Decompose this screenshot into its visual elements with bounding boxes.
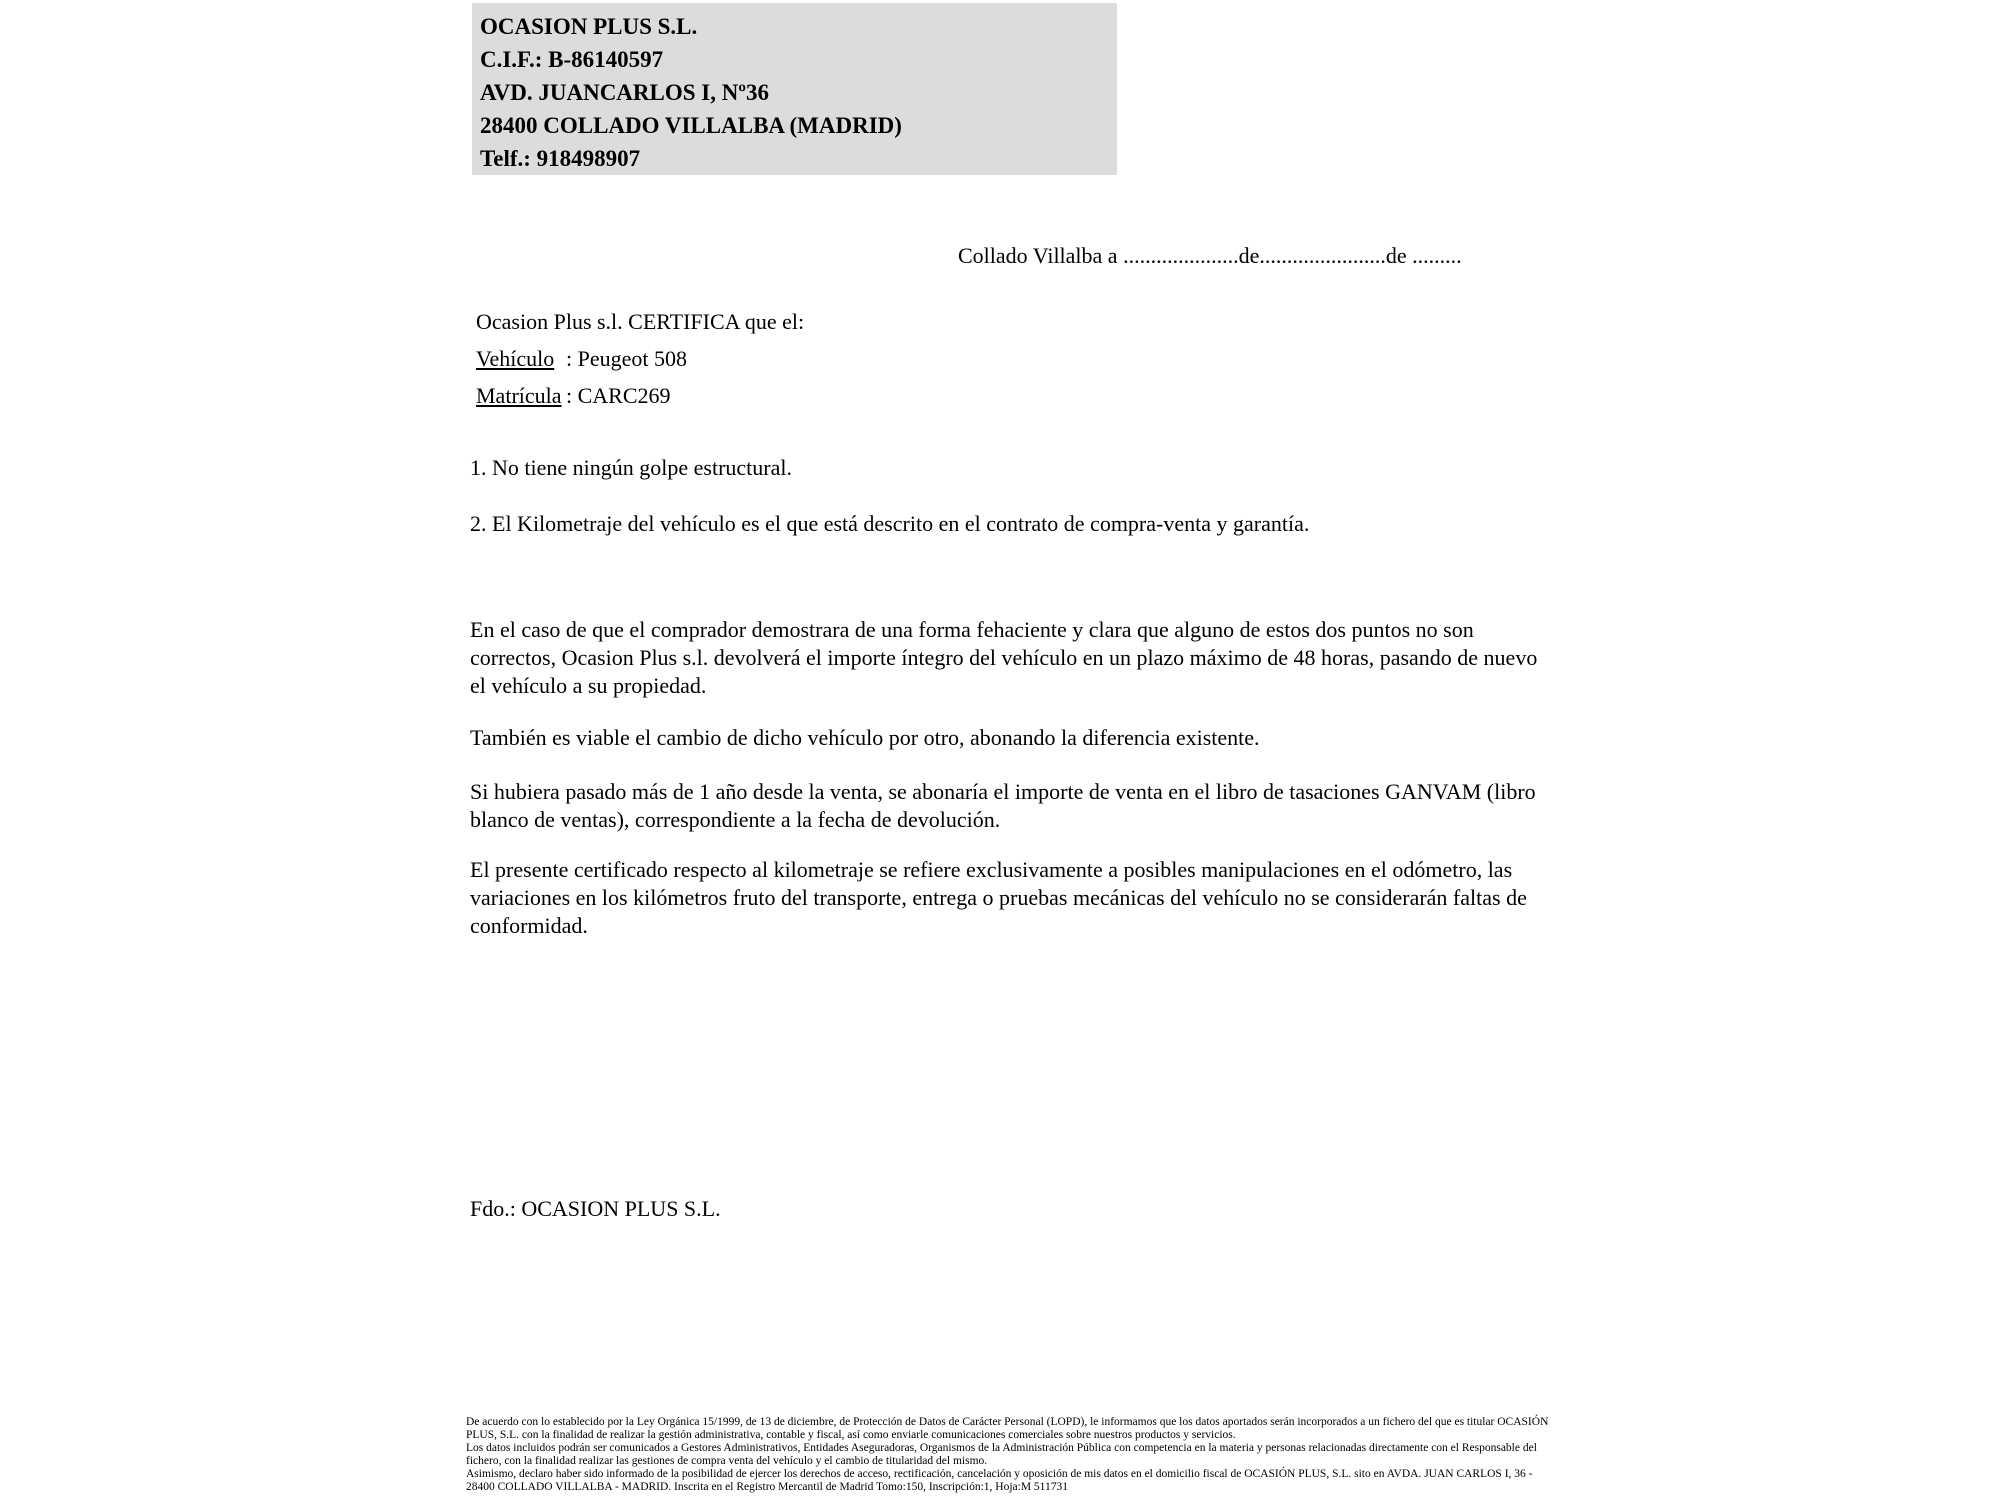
clause-structural: 1. No tiene ningún golpe estructural. (470, 455, 792, 480)
plate-row (476, 377, 804, 414)
company-phone: Telf.: 918498907 (480, 146, 641, 171)
legal-footer (466, 1416, 1561, 1494)
paragraph-odometer: El presente certificado respecto al kilometraje se refiere exclusivamente a posibles manipulaciones en el odómetro, las variaciones en los kilómetros fruto del transporte, entrega o pruebas mecánicas del vehículo no se considerarán faltas de conformidad. (470, 857, 1527, 938)
company-address: AVD. JUANCARLOS I, Nº36 (480, 80, 769, 105)
paragraph-refund: En el caso de que el comprador demostrara de una forma fehaciente y clara que alguno de estos dos puntos no son correctos, Ocasion Plus s.l. devolverá el importe íntegro del vehículo en un plazo máximo de 48 horas, pasando de nuevo el vehículo a su propiedad. (470, 617, 1538, 698)
letterhead (472, 3, 1117, 175)
legal-paragraph-datasharing: Los datos incluidos podrán ser comunicados a Gestores Administrativos, Entidades Aseguradoras, Organismos de la Administración Pública con competencia en la materia y personas relacionadas directamente con el Responsable del fichero, con la finalidad realizar las gestiones de compra venta del vehículo y el cambio de titularidad del mismo. (466, 1442, 1537, 1467)
signature-line: Fdo.: OCASION PLUS S.L. (470, 1196, 721, 1221)
paragraph-exchange: También es viable el cambio de dicho vehículo por otro, abonando la diferencia existente. (470, 725, 1260, 750)
legal-paragraph-rights: Asimismo, declaro haber sido informado de la posibilidad de ejercer los derechos de acceso, rectificación, cancelación y oposición de mis datos en el domicilio fiscal de OCASIÓN PLUS, S.L. sito en AVDA. JUAN CARLOS I, 36 - 28400 COLLADO VILLALBA - MADRID. Inscrita en el Registro Mercantil de Madrid Tomo:150, Inscripción:1, Hoja:M 511731 (466, 1468, 1533, 1493)
company-city: 28400 COLLADO VILLALBA (MADRID) (480, 113, 902, 138)
company-name: OCASION PLUS S.L. (480, 14, 698, 39)
clause-mileage: 2. El Kilometraje del vehículo es el que está descrito en el contrato de compra-venta y garantía. (470, 511, 1310, 536)
date-line: Collado Villalba a .....................de.......................de ......... (958, 243, 1462, 268)
vehicle-value: : Peugeot 508 (566, 346, 687, 371)
paragraph-ganvam: Si hubiera pasado más de 1 año desde la venta, se abonaría el importe de venta en el libro de tasaciones GANVAM (libro blanco de ventas), correspondiente a la fecha de devolución. (470, 779, 1536, 832)
company-cif: C.I.F.: B-86140597 (480, 47, 664, 72)
certification-intro: Ocasion Plus s.l. CERTIFICA que el: (476, 309, 805, 334)
certification-block (476, 303, 804, 414)
plate-label: Matrícula (476, 383, 562, 408)
vehicle-row (476, 340, 804, 377)
vehicle-label: Vehículo (476, 346, 555, 371)
legal-paragraph-lopd: De acuerdo con lo establecido por la Ley Orgánica 15/1999, de 13 de diciembre, de Protección de Datos de Carácter Personal (LOPD), le informamos que los datos aportados serán incorporados a un fichero del que es titular OCASIÓN PLUS, S.L. con la finalidad de realizar la gestión administrativa, contable y fiscal, así como enviarle comunicaciones comerciales sobre nuestros productos y servicios. (466, 1416, 1549, 1441)
plate-value: : CARC269 (566, 383, 671, 408)
